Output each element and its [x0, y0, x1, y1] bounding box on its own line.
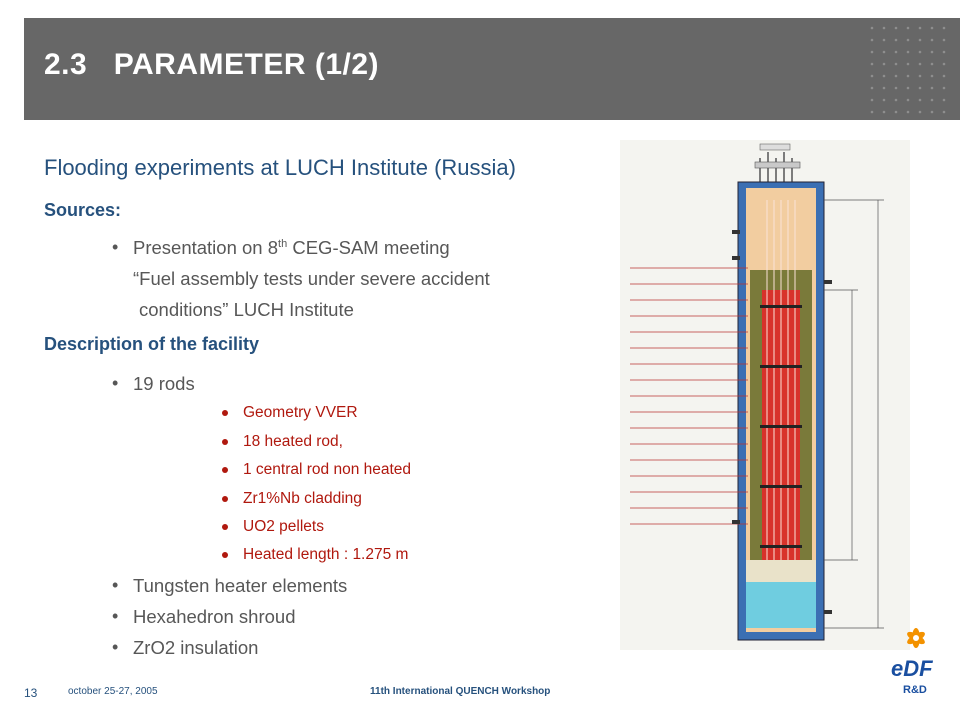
bullet-dot: •	[112, 637, 119, 657]
sources-heading: Sources:	[44, 200, 122, 220]
slide-title: 2.3 PARAMETER (1/2)	[44, 48, 380, 81]
sources-line-1-pre: Presentation on 8	[133, 237, 279, 258]
sub-bullet-dot	[222, 439, 228, 445]
slide-subtitle: Flooding experiments at LUCH Institute (Russia)	[44, 155, 516, 180]
rods-label: 19 rods	[133, 373, 195, 394]
rod-detail: 1 central rod non heated	[243, 461, 412, 478]
facility-diagram	[620, 140, 910, 650]
bullet-dot: •	[112, 575, 119, 595]
sub-bullet-dot	[222, 410, 228, 416]
sources-line-1	[133, 237, 450, 259]
rod-detail: 18 heated rod,	[243, 433, 343, 450]
bullet-dot: •	[112, 373, 119, 393]
sources-line-1-post: CEG-SAM meeting	[287, 237, 450, 258]
item-insulation: ZrO2 insulation	[133, 637, 259, 658]
footer-date: october 25-27, 2005	[68, 686, 158, 697]
rod-detail: UO2 pellets	[243, 518, 324, 535]
sub-bullet-dot	[222, 524, 228, 530]
rod-detail: Geometry VVER	[243, 404, 358, 421]
item-tungsten: Tungsten heater elements	[133, 575, 348, 596]
page-number: 13	[24, 686, 38, 700]
description-heading: Description of the facility	[44, 334, 260, 354]
sources-line-3: conditions” LUCH Institute	[139, 299, 354, 320]
item-shroud: Hexahedron shroud	[133, 606, 296, 627]
sources-line-1-sup: th	[278, 237, 288, 250]
sources-line-2: “Fuel assembly tests under severe accident	[133, 268, 490, 289]
edf-logo-icon	[892, 616, 940, 660]
edf-logo-text: eDF	[891, 656, 933, 681]
bullet-dot: •	[112, 237, 119, 257]
bullet-dot: •	[112, 606, 119, 626]
sub-bullet-dot	[222, 552, 228, 558]
decorative-dot-grid	[864, 20, 960, 128]
rod-detail: Zr1%Nb cladding	[243, 490, 362, 507]
rod-detail: Heated length : 1.275 m	[243, 546, 409, 563]
sub-bullet-dot	[222, 467, 228, 473]
sub-bullet-dot	[222, 496, 228, 502]
footer-event: 11th International QUENCH Workshop	[370, 686, 551, 697]
edf-rd-text: R&D	[903, 684, 927, 696]
